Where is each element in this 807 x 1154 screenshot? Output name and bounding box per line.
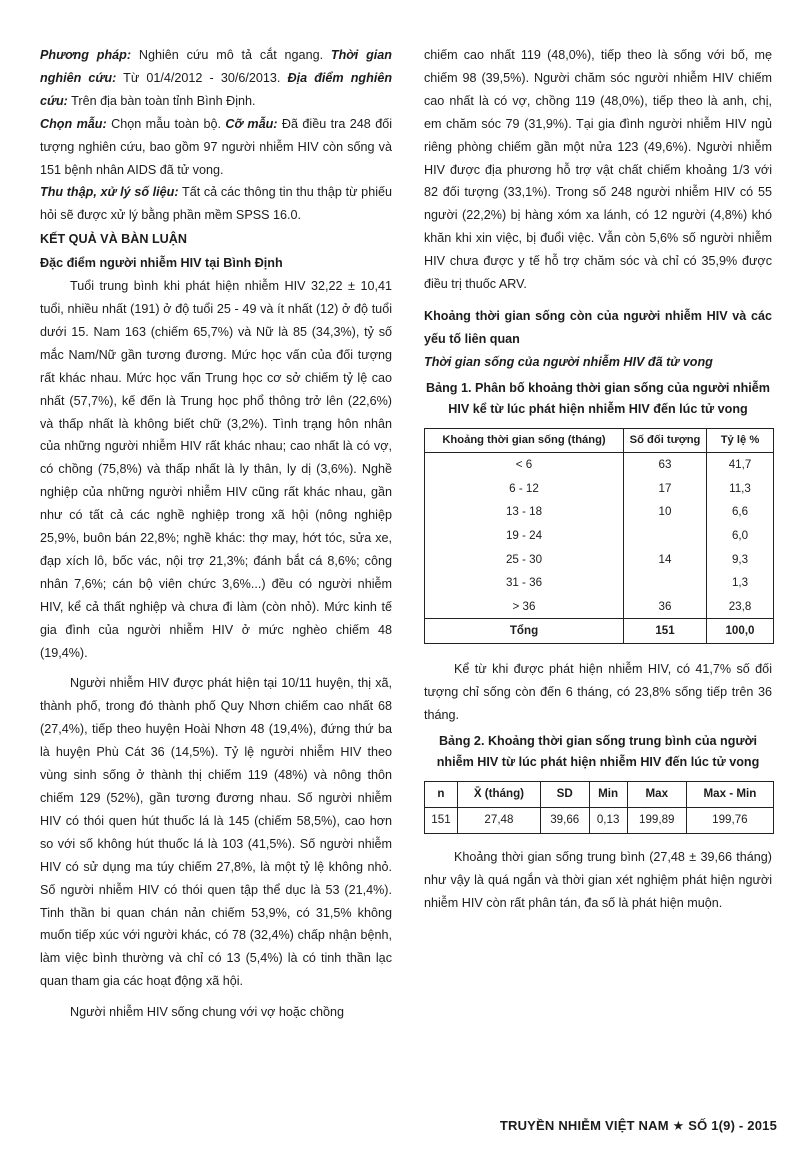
- table-cell: 6 - 12: [425, 477, 624, 501]
- table1-header-cell: Khoảng thời gian sống (tháng): [425, 428, 624, 453]
- table-cell: Tổng: [425, 619, 624, 644]
- table-row: [425, 548, 774, 572]
- table-cell: 100,0: [707, 619, 774, 644]
- size-label: Cỡ mẫu:: [225, 116, 278, 131]
- journal-footer: TRUYỀN NHIỄM VIỆT NAM ★ SỐ 1(9) - 2015: [499, 1118, 777, 1134]
- table-cell: 41,7: [707, 453, 774, 477]
- table-cell: 6,6: [707, 500, 774, 524]
- characteristics-paragraph-2: Người nhiễm HIV được phát hiện tại 10/11 huyện, thị xã, thành phố, trong đó thành phố Quy Nhơn chiếm cao nhất 68 (27,4%), tiếp theo huyện Hoài Nhơn 48 (19,4%), đứng thứ ba là huyện Phù Cát 36 (14,5%). Tỷ lệ người nhiễm HIV theo vùng sinh sống ở thành thị chiếm 119 (48%) và nông thôn chiếm 129 (52%), gần tương đương nhau. Số người nhiễm HIV có thói quen hút thuốc lá là 145 (chiếm 58,5%), cao hơn so với số không hút thuốc lá là 103 (41,5%). Số người nhiễm HIV có sử dụng ma túy chiếm 27,8%, là một tỷ lệ không nhỏ. Số người nhiễm HIV có thói quen tập thể dục là 53 (21,4%). Tinh thần bi quan chán nản chiếm 53,9%, có 31,5% không muốn tiếp xúc với người khác, có 78 (32,4%) chấp nhận bệnh, làm việc bình thường và chỉ có 13 (5,4%) là có tinh thần lạc quan tham gia các hoạt động xã hội.: [40, 676, 392, 989]
- table-cell: 63: [624, 453, 707, 477]
- table-cell: [624, 571, 707, 595]
- table-cell: 199,76: [686, 807, 773, 833]
- deceased-heading: Thời gian sống của người nhiễm HIV đã tử vong: [424, 354, 713, 369]
- table-cell: 23,8: [707, 595, 774, 619]
- table-cell: [624, 524, 707, 548]
- table-cell: 19 - 24: [425, 524, 624, 548]
- table2-header-cell: Max: [627, 781, 686, 807]
- table2-header-cell: n: [425, 781, 458, 807]
- left-column: [40, 44, 392, 1024]
- method-label: Phương pháp:: [40, 48, 132, 62]
- table-1: [424, 428, 774, 644]
- table-row: [425, 477, 774, 501]
- table-cell: 31 - 36: [425, 571, 624, 595]
- table-row: [425, 571, 774, 595]
- method-paragraph: [40, 44, 392, 113]
- results-heading: KẾT QUẢ VÀ BÀN LUẬN: [40, 232, 187, 247]
- table-cell: 17: [624, 477, 707, 501]
- table-cell: 39,66: [540, 807, 589, 833]
- table2-header-cell: Max - Min: [686, 781, 773, 807]
- table1-header-cell: Tỷ lệ %: [707, 428, 774, 453]
- table1-header-row: [425, 428, 774, 453]
- table-cell: 0,13: [589, 807, 627, 833]
- table2-comment: Khoảng thời gian sống trung bình (27,48 ± 39,66 tháng) như vậy là quá ngắn và thời gian xét nghiệm phát hiện người nhiễm HIV còn rất phân tán, đa số là phát hiện muộn.: [424, 849, 772, 910]
- right-column: [424, 44, 772, 914]
- table-cell: 199,89: [627, 807, 686, 833]
- time-text: Từ 01/4/2012 - 30/6/2013.: [116, 70, 288, 85]
- collect-paragraph: [40, 181, 392, 227]
- table1-header-cell: Số đối tượng: [624, 428, 707, 453]
- table-2: [424, 781, 774, 834]
- table-cell: 151: [425, 807, 458, 833]
- table-cell: 13 - 18: [425, 500, 624, 524]
- survival-heading: Khoảng thời gian sống còn của người nhiễm HIV và các yếu tố liên quan: [424, 308, 772, 346]
- table-cell: < 6: [425, 453, 624, 477]
- table-cell: 151: [624, 619, 707, 644]
- table1-comment: Kể từ khi được phát hiện nhiễm HIV, có 41,7% số đối tượng chỉ sống còn đến 6 tháng, có 23,8% sống tiếp trên 36 tháng.: [424, 662, 772, 722]
- characteristics-heading: Đặc điểm người nhiễm HIV tại Bình Định: [40, 256, 283, 271]
- table-row: [425, 807, 774, 833]
- table2-header-cell: Min: [589, 781, 627, 807]
- table-cell: 6,0: [707, 524, 774, 548]
- table-cell: 27,48: [457, 807, 540, 833]
- table2-header-row: [425, 781, 774, 807]
- place-text: Trên địa bàn toàn tỉnh Bình Định.: [67, 93, 256, 108]
- sample-text: Chọn mẫu toàn bộ.: [106, 116, 226, 131]
- table1-caption: Bảng 1. Phân bố khoảng thời gian sống của người nhiễm HIV kể từ lúc phát hiện nhiễm HIV đến lúc tử vong: [426, 380, 770, 416]
- table2-header-cell: X̄ (tháng): [457, 781, 540, 807]
- table1-total-row: [425, 619, 774, 644]
- table-row: [425, 500, 774, 524]
- sample-paragraph: [40, 113, 392, 182]
- table2-header-cell: SD: [540, 781, 589, 807]
- table-row: [425, 595, 774, 619]
- sample-label: Chọn mẫu:: [40, 116, 107, 131]
- collect-label: Thu thập, xử lý số liệu:: [40, 185, 179, 200]
- continued-paragraph: chiếm cao nhất 119 (48,0%), tiếp theo là sống với bố, mẹ chiếm 98 (39,5%). Người chăm sóc người nhiễm HIV chiếm cao nhất là có vợ, chồng 119 (48,0%), tiếp theo là anh, chị, em chăm sóc 79 (31,9%). Tại gia đình người nhiễm HIV ngủ riêng phòng chiếm gần một nửa 123 (49,6%). Người nhiễm HIV được địa phương hỗ trợ vật chất chiếm khoảng 1/3 với 82 đối tượng (33,1%). Trong số 248 người nhiễm HIV có 55 người (22,2%) bị hàng xóm xa lánh, có 12 người (4,8%) khó khăn khi xin việc, bị đuổi việc. Vẫn còn 5,6% số người nhiễm HIV chưa được y tế hỗ trợ chăm sóc và chỉ có 35,9% được điều trị thuốc ARV.: [424, 48, 772, 292]
- table-cell: 1,3: [707, 571, 774, 595]
- place-label: Địa điểm nghiên cứu:: [40, 70, 393, 108]
- table-row: [425, 524, 774, 548]
- table-cell: 14: [624, 548, 707, 572]
- characteristics-paragraph-1: Tuổi trung bình khi phát hiện nhiễm HIV 32,22 ± 10,41 tuổi, nhiều nhất (191) ở độ tuổi 25 - 49 và ít nhất (12) ở độ tuổi dưới 15. Nam 163 (chiếm 65,7%) và Nữ là 85 (34,3%), tỷ số mắc Nam/Nữ gần tương đương. Mức học vấn của đối tượng rất khác nhau. Mức học vấn Trung học cơ sở chiếm tỷ lệ cao nhất (57,7%), kế đến là Trung học phổ thông trở lên (22,6%) và thấp nhất là không biết chữ (3,2%). Tình trạng hôn nhân của những người nhiễm HIV rất khác nhau; cao nhất là có vợ, có chồng (75,8%) và thấp nhất là ly thân, ly dị (3,6%). Nghề nghiệp của những người nhiễm HIV cũng rất khác nhau, gần như có tất cả các nghề nghiệp trong xã hội (nông nghiệp 25,9%, buôn bán 22,8%; nghề khác: thợ may, hớt tóc, sửa xe, đạp xích lô, bốc vác, nội trợ 21,3%; đánh bắt cá 8,6%; công nhân 7,6%; cán bộ viên chức 3,6%...) đều có người nhiễm HIV, kể cả thất nghiệp và chưa đi làm (còn nhỏ). Mức kinh tế gia đình của người nhiễm HIV ở mức nghèo chiếm 48 (19,4%).: [40, 279, 392, 660]
- table2-caption: Bảng 2. Khoảng thời gian sống trung bình của người nhiễm HIV từ lúc phát hiện nhiễm HIV đến lúc tử vong: [436, 733, 760, 769]
- size-text: Đã điều tra 248 đối tượng nghiên cứu, bao gồm 97 người nhiễm HIV còn sống và 151 bệnh nhân AIDS đã tử vong.: [40, 116, 393, 177]
- characteristics-paragraph-3: Người nhiễm HIV sống chung với vợ hoặc chồng: [70, 1005, 345, 1020]
- table-cell: 36: [624, 595, 707, 619]
- table-cell: > 36: [425, 595, 624, 619]
- time-label: Thời gian nghiên cứu:: [40, 48, 392, 85]
- table-cell: 9,3: [707, 548, 774, 572]
- method-text: Nghiên cứu mô tả cắt ngang.: [131, 48, 331, 62]
- table-cell: 25 - 30: [425, 548, 624, 572]
- collect-text: Tất cả các thông tin thu thập từ phiếu hỏi sẽ được xử lý bằng phần mềm SPSS 16.0.: [40, 185, 392, 223]
- table-row: [425, 453, 774, 477]
- table-cell: 11,3: [707, 477, 774, 501]
- table-cell: 10: [624, 500, 707, 524]
